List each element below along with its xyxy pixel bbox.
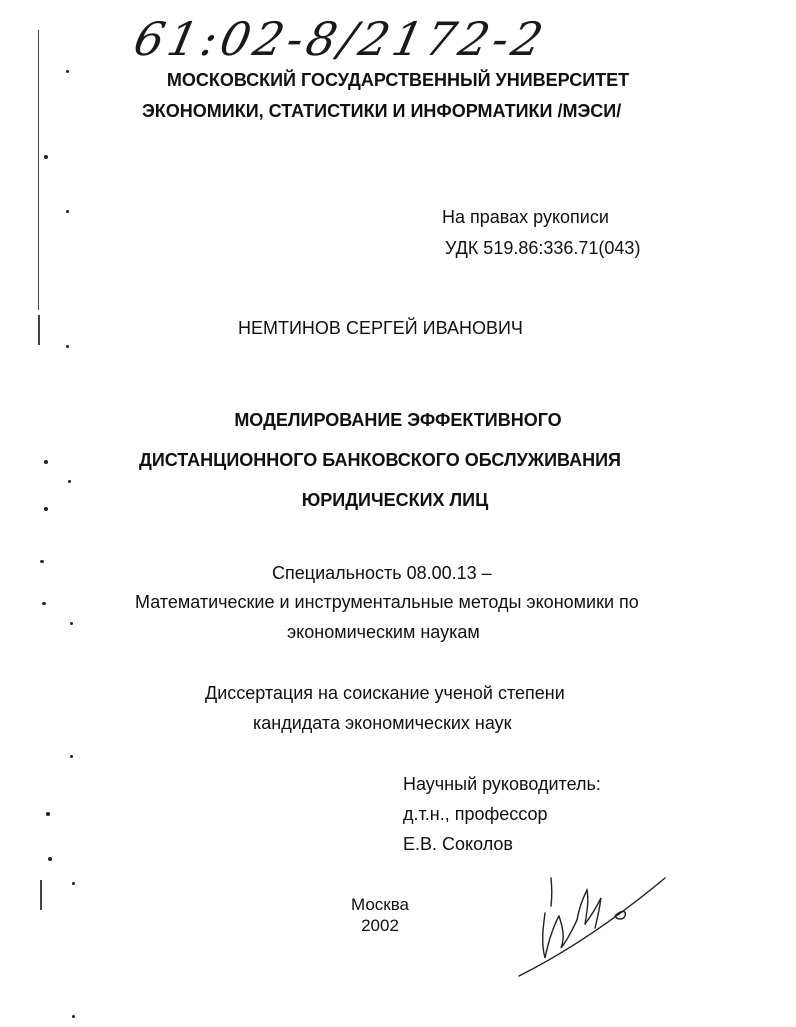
scan-speck <box>66 345 69 348</box>
scan-speck <box>66 210 69 213</box>
manuscript-rights: На правах рукописи <box>442 207 609 227</box>
udc-code: УДК 519.86:336.71(043) <box>445 238 641 258</box>
handwritten-registration-number: 61:02-8/2172-2 <box>129 12 552 66</box>
title-line-1: МОДЕЛИРОВАНИЕ ЭФФЕКТИВНОГО <box>234 410 562 430</box>
institution-line-1: МОСКОВСКИЙ ГОСУДАРСТВЕННЫЙ УНИВЕРСИТЕТ <box>166 70 630 90</box>
author-name: НЕМТИНОВ СЕРГЕЙ ИВАНОВИЧ <box>238 318 523 338</box>
scan-speck <box>70 622 73 625</box>
scan-speck <box>72 882 75 885</box>
degree-line-1: Диссертация на соискание ученой степени <box>205 683 565 703</box>
scan-speck <box>42 602 46 605</box>
institution-line-2: ЭКОНОМИКИ, СТАТИСТИКИ И ИНФОРМАТИКИ /МЭСИ/ <box>142 101 622 121</box>
margin-line <box>38 315 40 345</box>
scan-speck <box>48 857 52 861</box>
handwritten-signature <box>515 868 675 978</box>
scan-speck <box>46 812 50 816</box>
degree-line-2: кандидата экономических наук <box>253 713 512 733</box>
specialty-line-2: Математические и инструментальные методы экономики по <box>135 592 639 612</box>
title-line-2: ДИСТАНЦИОННОГО БАНКОВСКОГО ОБСЛУЖИВАНИЯ <box>139 450 621 470</box>
supervisor-rank: д.т.н., профессор <box>403 804 548 824</box>
title-line-3: ЮРИДИЧЕСКИХ ЛИЦ <box>301 490 489 510</box>
supervisor-label: Научный руководитель: <box>403 774 601 794</box>
specialty-line-3: экономическим наукам <box>287 622 480 642</box>
scan-speck <box>40 560 44 563</box>
margin-line <box>40 880 42 910</box>
scan-speck <box>70 755 73 758</box>
city: Москва <box>350 895 410 914</box>
supervisor-name: Е.В. Соколов <box>403 834 513 854</box>
specialty-line-1: Специальность 08.00.13 – <box>272 563 492 583</box>
scan-speck <box>68 480 71 483</box>
scan-speck <box>72 1015 75 1018</box>
year: 2002 <box>361 916 399 935</box>
scan-speck <box>44 155 48 159</box>
